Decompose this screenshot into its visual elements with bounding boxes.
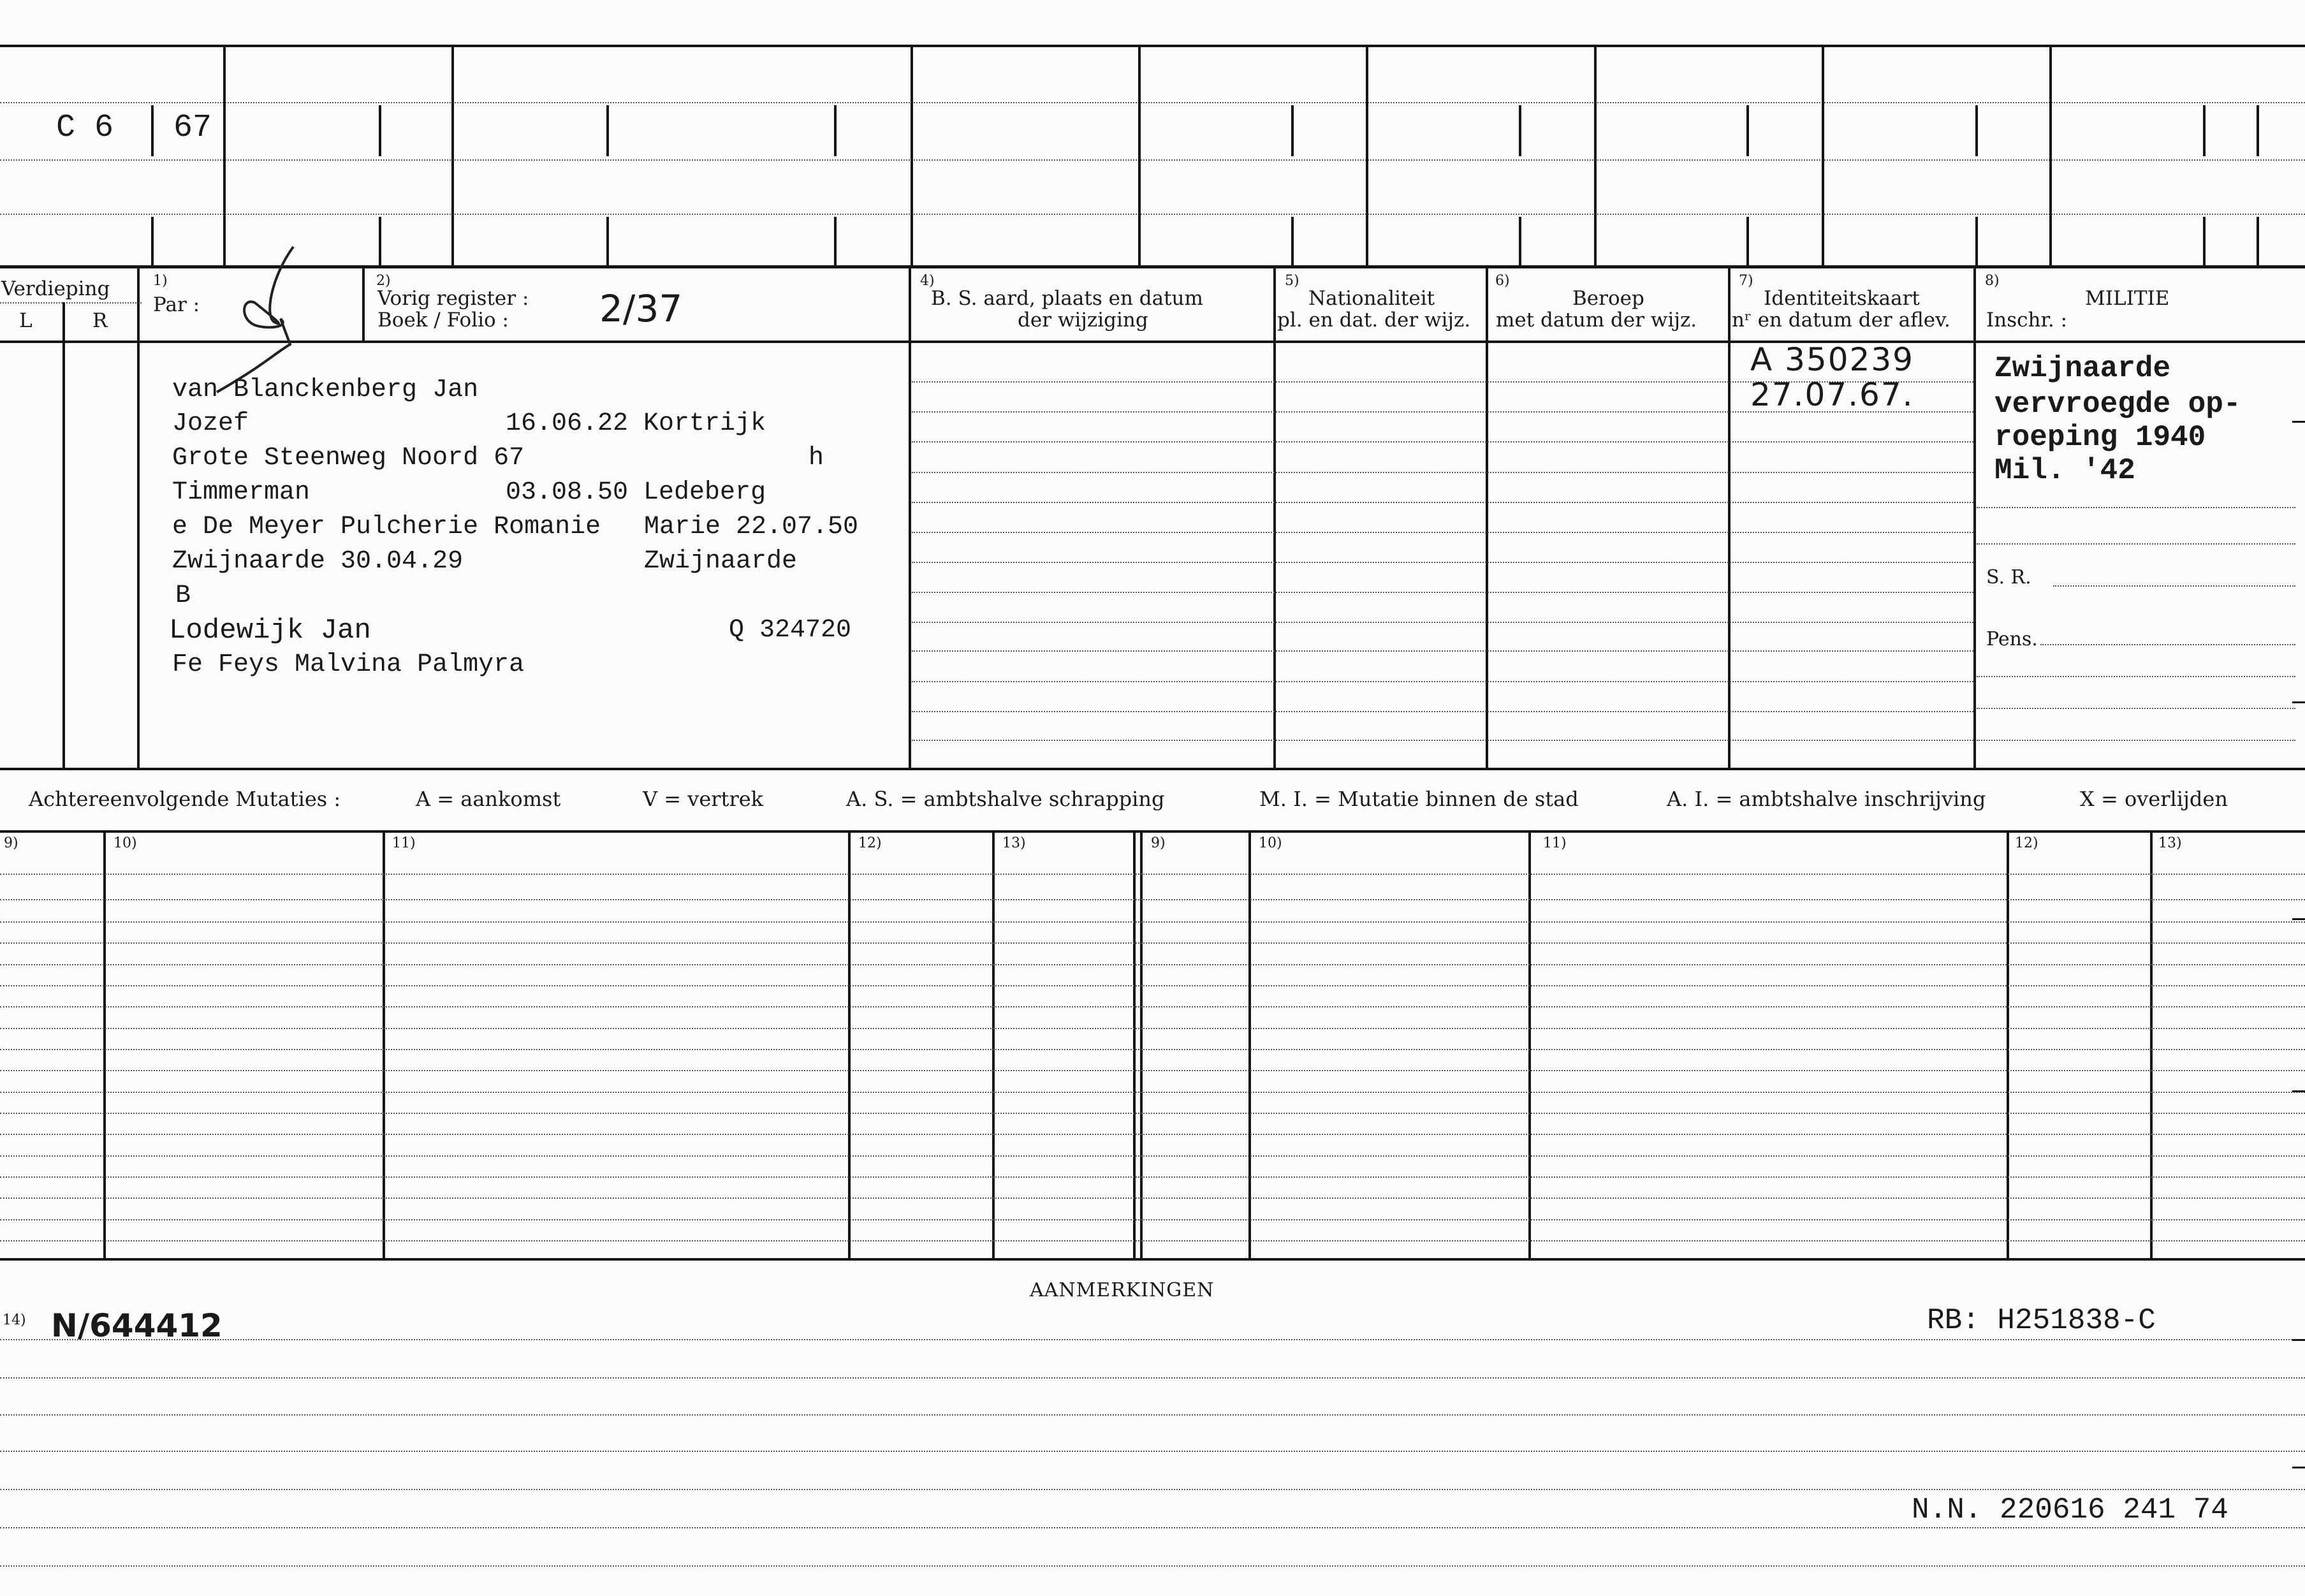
mut-left-col12: 12) <box>858 835 882 851</box>
sr-label: S. R. <box>1986 566 2031 589</box>
father-name: Lodewijk Jan <box>169 615 371 647</box>
mutations-bottom-border <box>0 1258 2305 1261</box>
legend-aankomst: A = aankomst <box>416 787 561 811</box>
mut-ruling <box>0 1049 2305 1050</box>
top-grid-subdivider <box>379 217 381 267</box>
margin-tick <box>2292 701 2305 703</box>
ruling <box>912 562 1973 563</box>
mut-ruling <box>0 1240 2305 1241</box>
mut-col-divider <box>992 831 995 1260</box>
mut-ruling <box>0 942 2305 944</box>
par-label: Par : <box>153 293 200 316</box>
ruling <box>912 592 1973 593</box>
top-grid-bottom-border <box>0 265 2305 268</box>
mut-col-divider <box>848 831 851 1260</box>
top-grid-subdivider <box>1519 217 1521 267</box>
remarks-value: N/644412 <box>51 1307 223 1344</box>
spouse-extra: Marie 22.07.50 <box>644 513 859 541</box>
bs-label-2: der wijziging <box>1018 309 1148 332</box>
pens-label: Pens. <box>1986 628 2038 650</box>
id-card-number: A 350239 <box>1750 341 1914 378</box>
col-divider <box>909 268 911 768</box>
mut-ruling <box>0 899 2305 900</box>
inschr-label: Inschr. : <box>1986 309 2068 332</box>
top-grid-subdivider <box>1519 105 1521 156</box>
ber-label-2: met datum der wijz. <box>1496 309 1697 332</box>
bs-label-1: B. S. aard, plaats en datum <box>931 287 1203 310</box>
margin-tick <box>2292 1467 2305 1468</box>
top-grid-subdivider <box>2257 217 2259 267</box>
mut-ruling <box>0 874 2305 875</box>
mut-ruling <box>0 1176 2305 1178</box>
verdieping-label: Verdieping <box>1 277 110 300</box>
body-bottom-border <box>0 768 2305 770</box>
remarks-title: AANMERKINGEN <box>1030 1279 1215 1301</box>
ruling <box>912 441 1973 443</box>
top-grid-divider <box>2049 46 2052 267</box>
top-grid-subdivider <box>606 105 609 156</box>
top-grid-divider <box>451 46 454 267</box>
top-grid-subdivider <box>151 217 154 267</box>
vorig-num: 2) <box>376 273 391 289</box>
remarks-num: 14) <box>3 1312 26 1328</box>
ruling <box>1977 543 2295 545</box>
top-grid-divider <box>1594 46 1597 267</box>
col-r-label: R <box>92 309 108 332</box>
militie-line4: Mil. '42 <box>1994 454 2135 487</box>
ruling <box>1977 507 2295 508</box>
mut-col-divider <box>1140 831 1143 1260</box>
remarks-rb: RB: H251838-C <box>1927 1304 2156 1337</box>
top-grid-subdivider <box>1291 217 1294 267</box>
remarks-nn: N.N. 220616 241 74 <box>1912 1493 2228 1526</box>
top-grid-divider <box>1366 46 1368 267</box>
ruling <box>912 740 1973 741</box>
top-grid-subdivider <box>1291 105 1294 156</box>
remarks-ruling <box>0 1489 2305 1490</box>
top-grid-dotted-line <box>0 102 2305 103</box>
par-num: 1) <box>153 273 168 289</box>
code-right: 67 <box>173 110 212 146</box>
ber-num: 6) <box>1495 273 1510 289</box>
nat-label-2: pl. en dat. der wijz. <box>1277 309 1471 332</box>
person-code: B <box>175 582 191 610</box>
nat-num: 5) <box>1285 273 1299 289</box>
mutations-title: Achtereenvolgende Mutaties : <box>29 787 341 811</box>
margin-tick <box>2292 421 2305 423</box>
ruling <box>912 681 1973 682</box>
remarks-ruling <box>0 1339 2305 1340</box>
ruling <box>912 472 1973 473</box>
militie-line1: Zwijnaarde <box>1994 352 2171 385</box>
mut-ruling <box>0 985 2305 986</box>
boek-value: 2/37 <box>599 287 683 330</box>
mut-col-divider <box>103 831 106 1260</box>
marriage-place-date: Zwijnaarde 30.04.29 <box>172 547 464 576</box>
margin-tick <box>2292 1090 2305 1092</box>
ruling <box>1977 676 2295 677</box>
legend-ambtshalve-inschrijving: A. I. = ambtshalve inschrijving <box>1667 787 1986 811</box>
mother-name: Fe Feys Malvina Palmyra <box>172 650 525 679</box>
legend-overlijden: X = overlijden <box>2080 787 2228 811</box>
col-divider <box>1273 268 1276 768</box>
mut-left-col13: 13) <box>1002 835 1026 851</box>
top-grid-divider <box>1138 46 1141 267</box>
ruling <box>912 502 1973 503</box>
person-first-name: Jozef <box>172 409 249 438</box>
birth-date-place: 16.06.22 Kortrijk <box>506 409 766 438</box>
header-bottom-border <box>0 340 2305 343</box>
reference-number: Q 324720 <box>729 616 852 645</box>
mut-ruling <box>0 1134 2305 1135</box>
col-divider <box>1973 268 1976 768</box>
militie-line3: roeping 1940 <box>1994 421 2206 454</box>
mut-right-col12: 12) <box>2015 835 2038 851</box>
ber-label-1: Beroep <box>1572 287 1644 310</box>
mut-ruling <box>0 1006 2305 1007</box>
mut-ruling <box>0 964 2305 965</box>
mut-ruling <box>0 1028 2305 1029</box>
ruling <box>912 622 1973 623</box>
id-card-date: 27.07.67. <box>1750 376 1914 413</box>
ruling <box>912 532 1973 533</box>
legend-vertrek: V = vertrek <box>643 787 764 811</box>
col-divider <box>1728 268 1731 768</box>
address: Grote Steenweg Noord 67 <box>172 444 525 472</box>
top-grid-subdivider <box>379 105 381 156</box>
top-grid-subdivider <box>151 105 154 156</box>
ruling <box>2053 585 2295 587</box>
top-grid-subdivider <box>1975 217 1978 267</box>
mut-col-divider <box>2150 831 2153 1260</box>
margin-tick <box>2292 1339 2305 1341</box>
id-label-1: Identiteitskaart <box>1764 287 1920 310</box>
mut-ruling <box>0 921 2305 923</box>
top-grid-subdivider <box>606 217 609 267</box>
col-divider <box>137 268 140 768</box>
top-grid-dotted-line <box>0 214 2305 215</box>
bs-num: 4) <box>920 273 935 289</box>
verdieping-divider <box>0 302 142 304</box>
col-divider <box>1486 268 1488 768</box>
top-grid-subdivider <box>834 217 837 267</box>
mut-left-col10: 10) <box>113 835 137 851</box>
mut-ruling <box>0 1070 2305 1071</box>
mut-right-col13: 13) <box>2158 835 2182 851</box>
top-grid-subdivider <box>2257 105 2259 156</box>
top-grid-divider <box>1822 46 1824 267</box>
person-name-line1: van Blanckenberg Jan <box>172 376 479 404</box>
id-label-2: nʳ en datum der aflev. <box>1732 309 1950 332</box>
top-grid-subdivider <box>2203 217 2206 267</box>
mut-right-col9: 9) <box>1151 835 1166 851</box>
top-grid-subdivider <box>1746 105 1749 156</box>
vorig-label: Vorig register : <box>377 287 529 310</box>
top-border <box>0 45 2305 47</box>
col-l-r-divider <box>62 302 65 768</box>
code-left: C 6 <box>56 110 114 146</box>
ruling <box>912 711 1973 712</box>
militie-label: MILITIE <box>2085 287 2170 310</box>
legend-ambtshalve-schrapping: A. S. = ambtshalve schrapping <box>846 787 1165 811</box>
boek-label: Boek / Folio : <box>377 309 509 332</box>
address-suffix: h <box>809 444 824 472</box>
mut-ruling <box>0 1197 2305 1199</box>
profession: Timmerman <box>172 478 311 507</box>
mut-ruling <box>0 1092 2305 1093</box>
id-num: 7) <box>1739 273 1753 289</box>
remarks-ruling <box>0 1414 2305 1416</box>
mut-ruling <box>0 1155 2305 1157</box>
col-l-label: L <box>19 309 33 332</box>
mut-ruling <box>0 1113 2305 1114</box>
mut-col-divider <box>1248 831 1251 1260</box>
ruling <box>1977 740 2295 741</box>
legend-bottom-border <box>0 830 2305 833</box>
ruling <box>912 650 1973 652</box>
legend-mutatie-stad: M. I. = Mutatie binnen de stad <box>1259 787 1579 811</box>
militie-num: 8) <box>1985 273 2000 289</box>
mut-left-col9: 9) <box>4 835 18 851</box>
remarks-ruling <box>0 1451 2305 1452</box>
mut-right-col10: 10) <box>1259 835 1282 851</box>
top-grid-dotted-line <box>0 159 2305 161</box>
top-grid-subdivider <box>2203 105 2206 156</box>
mut-ruling <box>0 1219 2305 1220</box>
mut-left-col11: 11) <box>392 835 416 851</box>
mut-col-divider <box>383 831 385 1260</box>
ruling <box>1977 708 2295 709</box>
remarks-ruling <box>0 1527 2305 1528</box>
remarks-ruling <box>0 1565 2305 1567</box>
mut-col-divider <box>1528 831 1531 1260</box>
mut-col-divider <box>1133 831 1136 1260</box>
spouse-name: e De Meyer Pulcherie Romanie <box>172 513 601 541</box>
remarks-ruling <box>0 1377 2305 1379</box>
top-grid-subdivider <box>1975 105 1978 156</box>
marriage-place-2: Zwijnaarde <box>644 547 798 576</box>
top-grid-subdivider <box>834 105 837 156</box>
top-grid-subdivider <box>1746 217 1749 267</box>
nat-label-1: Nationaliteit <box>1308 287 1435 310</box>
profession-date-place: 03.08.50 Ledeberg <box>506 478 766 507</box>
mut-right-col11: 11) <box>1543 835 1567 851</box>
top-grid-divider <box>911 46 913 267</box>
ruling <box>2040 644 2295 645</box>
margin-tick <box>2292 918 2305 920</box>
col-divider <box>362 268 365 342</box>
mut-col-divider <box>2007 831 2009 1260</box>
top-grid-divider <box>223 46 226 267</box>
militie-line2: vervroegde op- <box>1994 388 2241 421</box>
